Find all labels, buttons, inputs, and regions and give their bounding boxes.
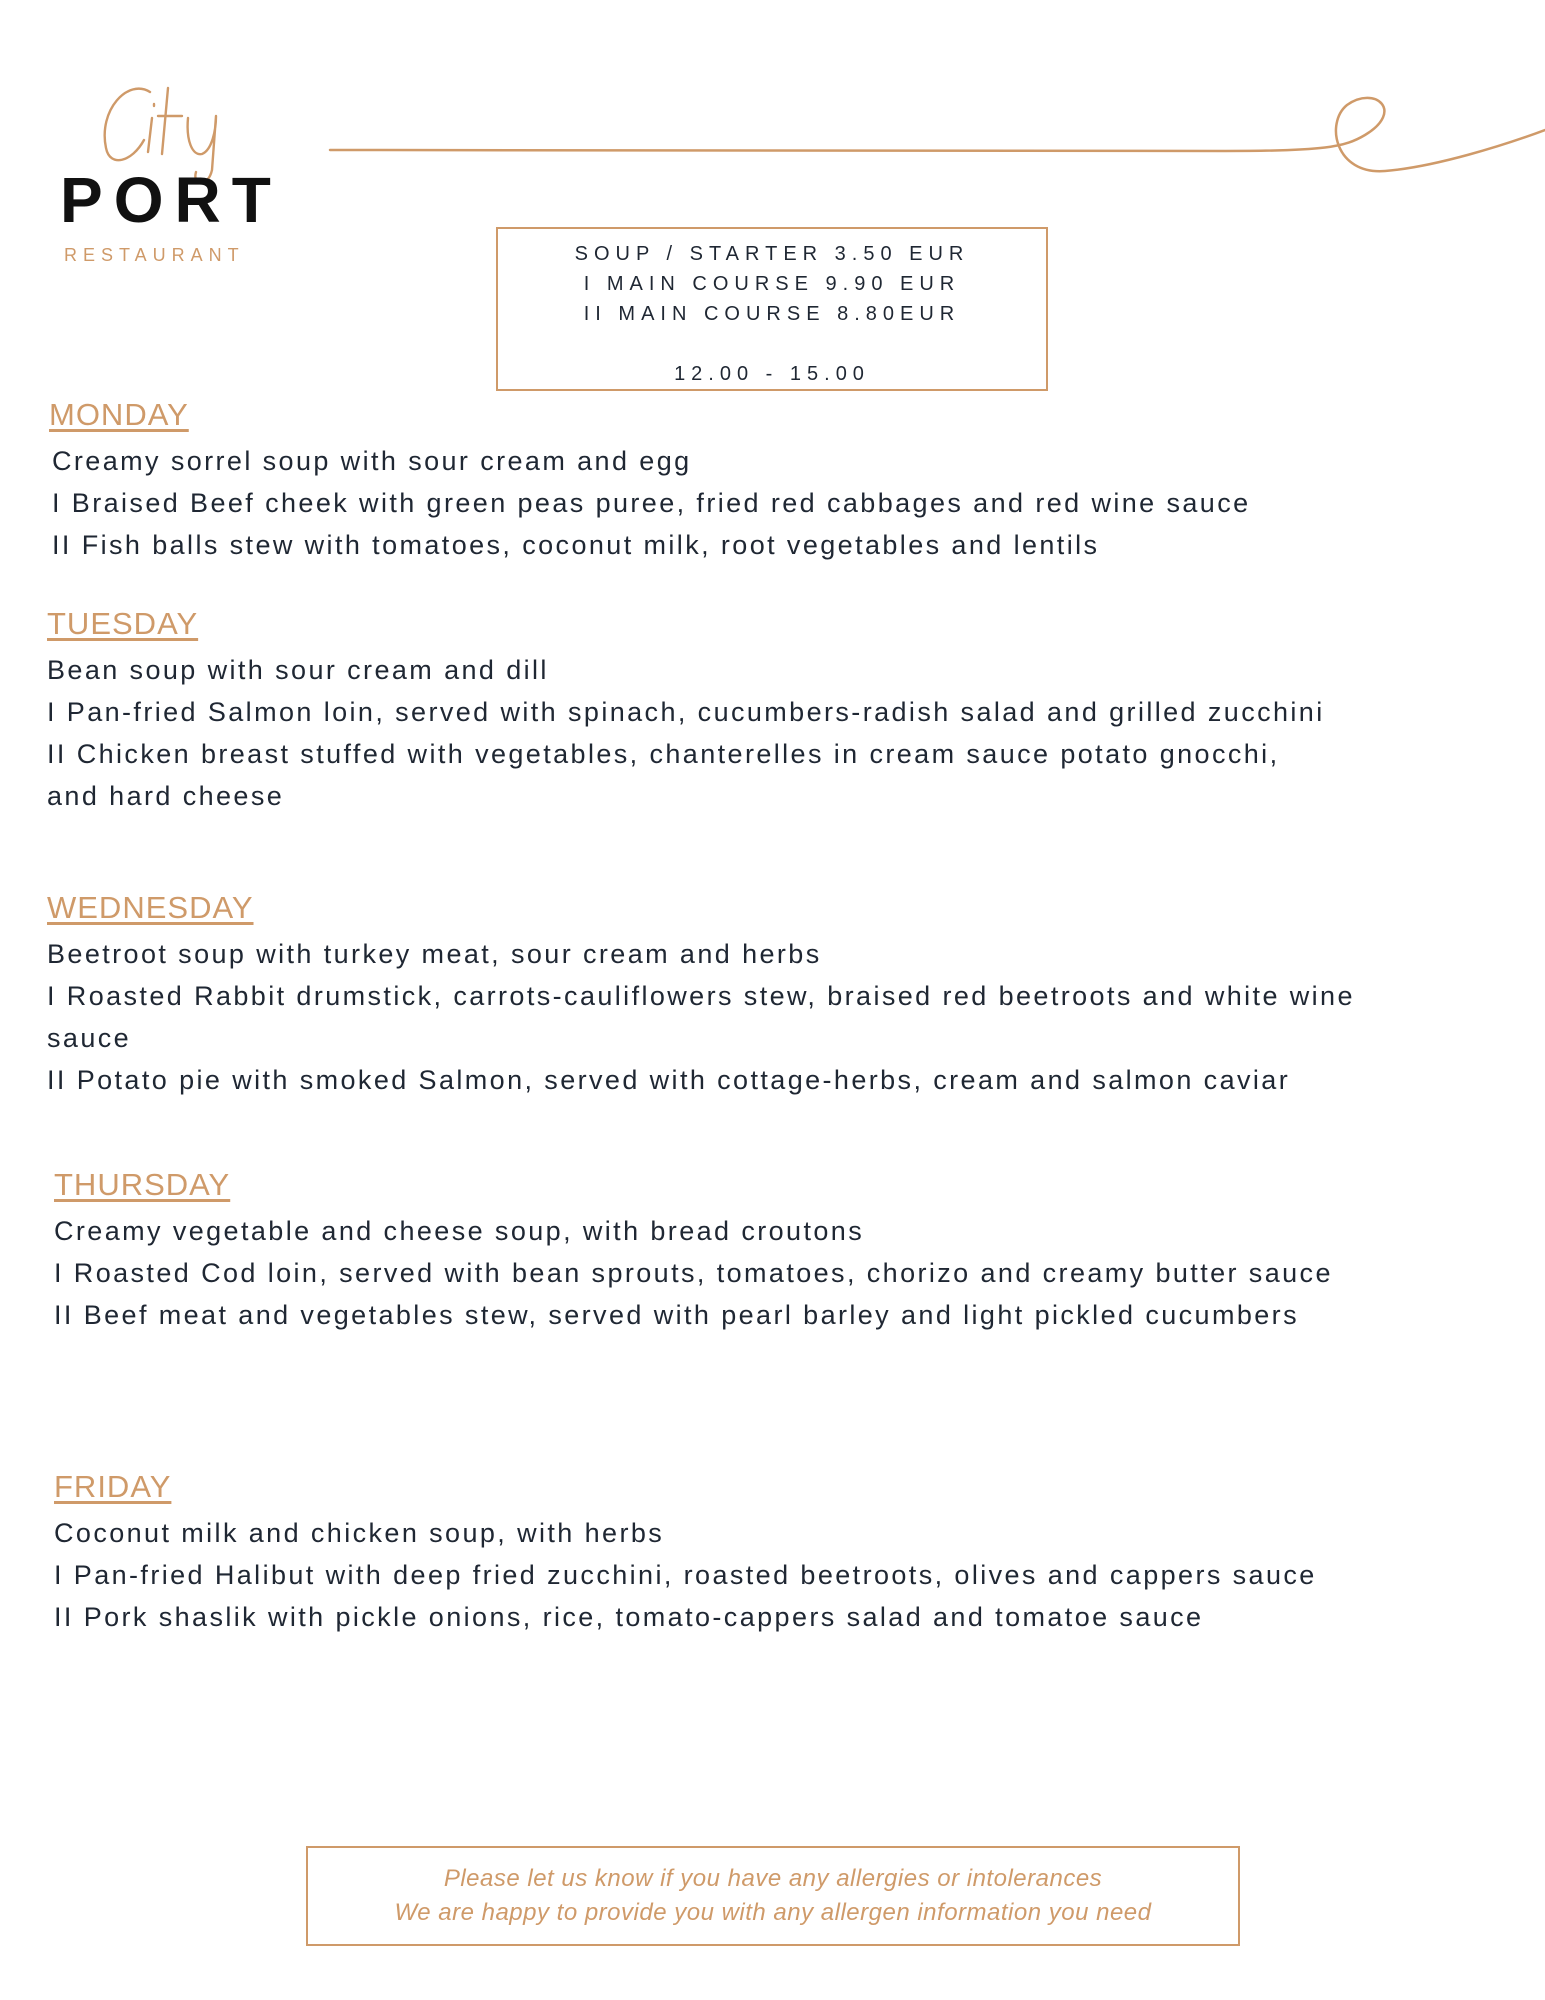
day-title-monday: MONDAY: [49, 397, 189, 432]
price-info-box: [496, 227, 1048, 391]
day-title-friday: FRIDAY: [54, 1469, 172, 1504]
dish-main-2: II Fish balls stew with tomatoes, coconut milk, root vegetables and lentils: [52, 530, 1100, 560]
dish-soup: Coconut milk and chicken soup, with herbs: [54, 1518, 665, 1548]
price-main-course-1: I MAIN COURSE 9.90 EUR: [583, 273, 961, 295]
day-section-thursday: [54, 1166, 1374, 1336]
price-main-course-2: II MAIN COURSE 8.80EUR: [583, 303, 961, 325]
allergy-notice-line-1: Please let us know if you have any allergies or intolerances: [443, 1865, 1103, 1892]
dish-main-1: I Pan-fried Salmon loin, served with spinach, cucumbers-radish salad and grilled zucchini: [47, 697, 1325, 727]
price-soup-starter: SOUP / STARTER 3.50 EUR: [574, 243, 970, 265]
dish-main-1: I Pan-fried Halibut with deep fried zucchini, roasted beetroots, olives and cappers sauce: [54, 1560, 1317, 1590]
logo-port-text: PORT: [60, 164, 282, 236]
dish-main-1: I Roasted Cod loin, served with bean sprouts, tomatoes, chorizo and creamy butter sauce: [54, 1258, 1333, 1288]
dish-soup: Creamy sorrel soup with sour cream and egg: [52, 446, 692, 476]
day-title-tuesday: TUESDAY: [47, 606, 199, 641]
dish-main-2: II Potato pie with smoked Salmon, served with cottage-herbs, cream and salmon caviar: [47, 1065, 1291, 1095]
day-section-monday: [49, 396, 1339, 566]
dish-main-1: I Roasted Rabbit drumstick, carrots-cauliflowers stew, braised red beetroots and white wine sauce: [47, 981, 1355, 1053]
allergy-notice-box: [306, 1846, 1240, 1946]
dish-main-2: II Beef meat and vegetables stew, served with pearl barley and light pickled cucumbers: [54, 1300, 1299, 1330]
dish-soup: Bean soup with sour cream and dill: [47, 655, 549, 685]
allergy-notice-line-2: We are happy to provide you with any allergen information you need: [394, 1899, 1152, 1926]
logo-restaurant-text: RESTAURANT: [64, 245, 245, 265]
decorative-flourish-line: [325, 75, 1545, 195]
day-section-wednesday: [47, 889, 1367, 1101]
serving-hours: 12.00 - 15.00: [674, 363, 870, 385]
day-title-wednesday: WEDNESDAY: [47, 890, 254, 925]
day-section-tuesday: [47, 605, 1337, 817]
day-section-friday: [54, 1468, 1354, 1638]
dish-soup: Creamy vegetable and cheese soup, with bread croutons: [54, 1216, 865, 1246]
day-title-thursday: THURSDAY: [54, 1167, 231, 1202]
dish-main-2: II Chicken breast stuffed with vegetables, chanterelles in cream sauce potato gnocchi, and hard cheese: [47, 739, 1280, 811]
dish-main-1: I Braised Beef cheek with green peas puree, fried red cabbages and red wine sauce: [52, 488, 1251, 518]
restaurant-logo: [58, 70, 298, 270]
dish-soup: Beetroot soup with turkey meat, sour cream and herbs: [47, 939, 822, 969]
dish-main-2: II Pork shaslik with pickle onions, rice, tomato-cappers salad and tomatoe sauce: [54, 1602, 1204, 1632]
